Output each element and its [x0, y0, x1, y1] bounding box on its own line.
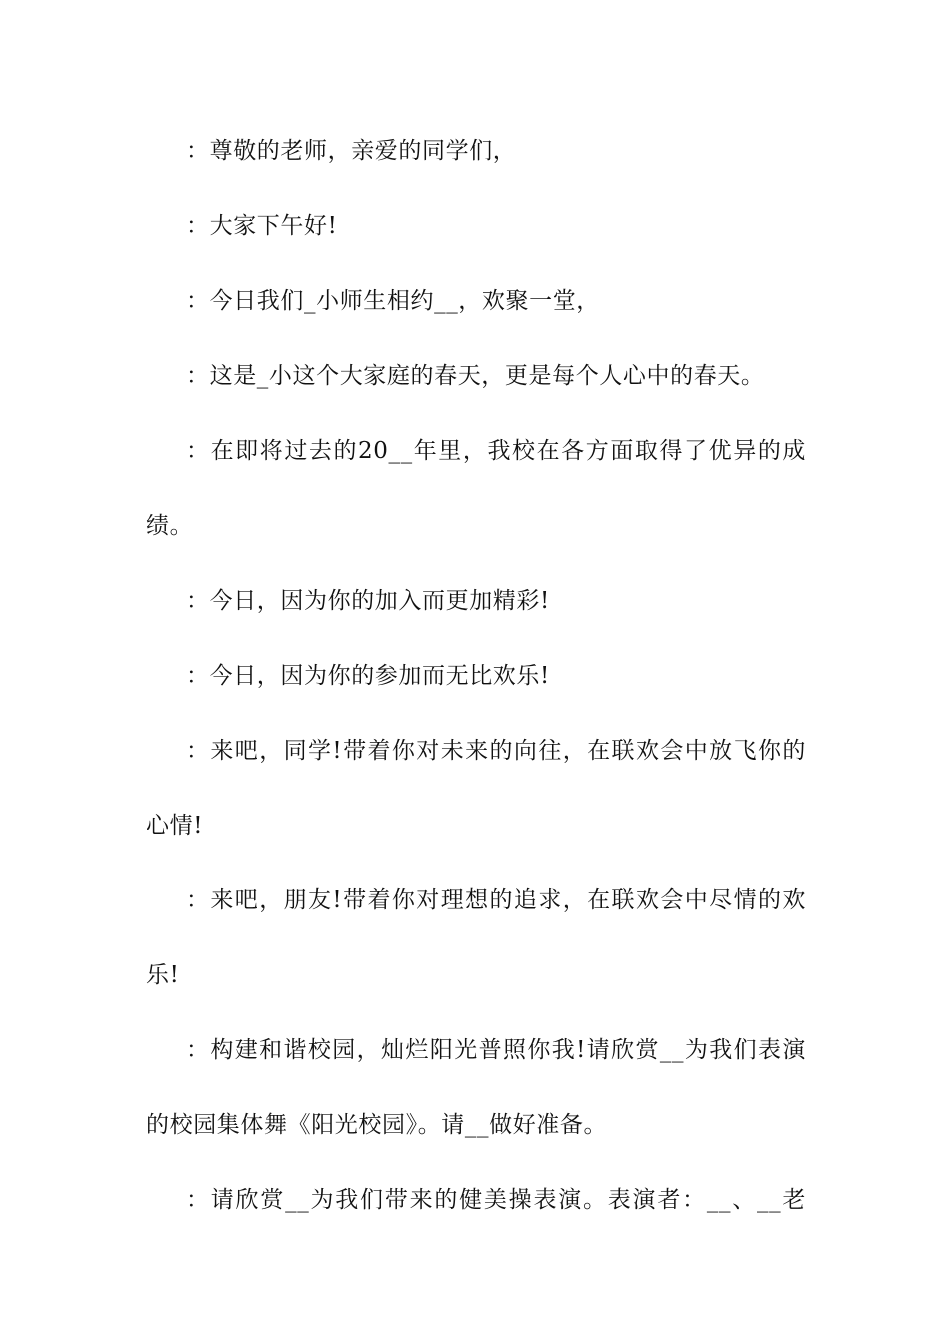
paragraph-line: 乐!	[146, 962, 180, 988]
paragraph-line: 的校园集体舞《阳光校园》。请__做好准备。	[146, 1112, 608, 1138]
paragraph-line: ：构建和谐校园，灿烂阳光普照你我!请欣赏__为我们表演	[186, 1037, 806, 1063]
paragraph-line: ：请欣赏__为我们带来的健美操表演。表演者：__、__老	[186, 1187, 806, 1213]
paragraph-line: ：尊敬的老师，亲爱的同学们，	[186, 138, 517, 164]
paragraph-line: ：来吧，朋友!带着你对理想的追求，在联欢会中尽情的欢	[186, 887, 806, 913]
paragraph-line: ：在即将过去的20__年里，我校在各方面取得了优异的成	[186, 438, 806, 464]
paragraph-line: 绩。	[146, 513, 194, 539]
paragraph-line: ：今日我们_小师生相约__，欢聚一堂，	[186, 288, 600, 314]
paragraph-line: ：今日，因为你的加入而更加精彩!	[186, 588, 550, 614]
paragraph-line: ：大家下午好!	[186, 213, 338, 239]
paragraph-line: ：这是_小这个大家庭的春天，更是每个人心中的春天。	[186, 363, 765, 389]
paragraph-line: ：来吧，同学!带着你对未来的向往，在联欢会中放飞你的	[186, 738, 806, 764]
paragraph-line: ：今日，因为你的参加而无比欢乐!	[186, 663, 550, 689]
paragraph-line: 心情!	[146, 813, 204, 839]
